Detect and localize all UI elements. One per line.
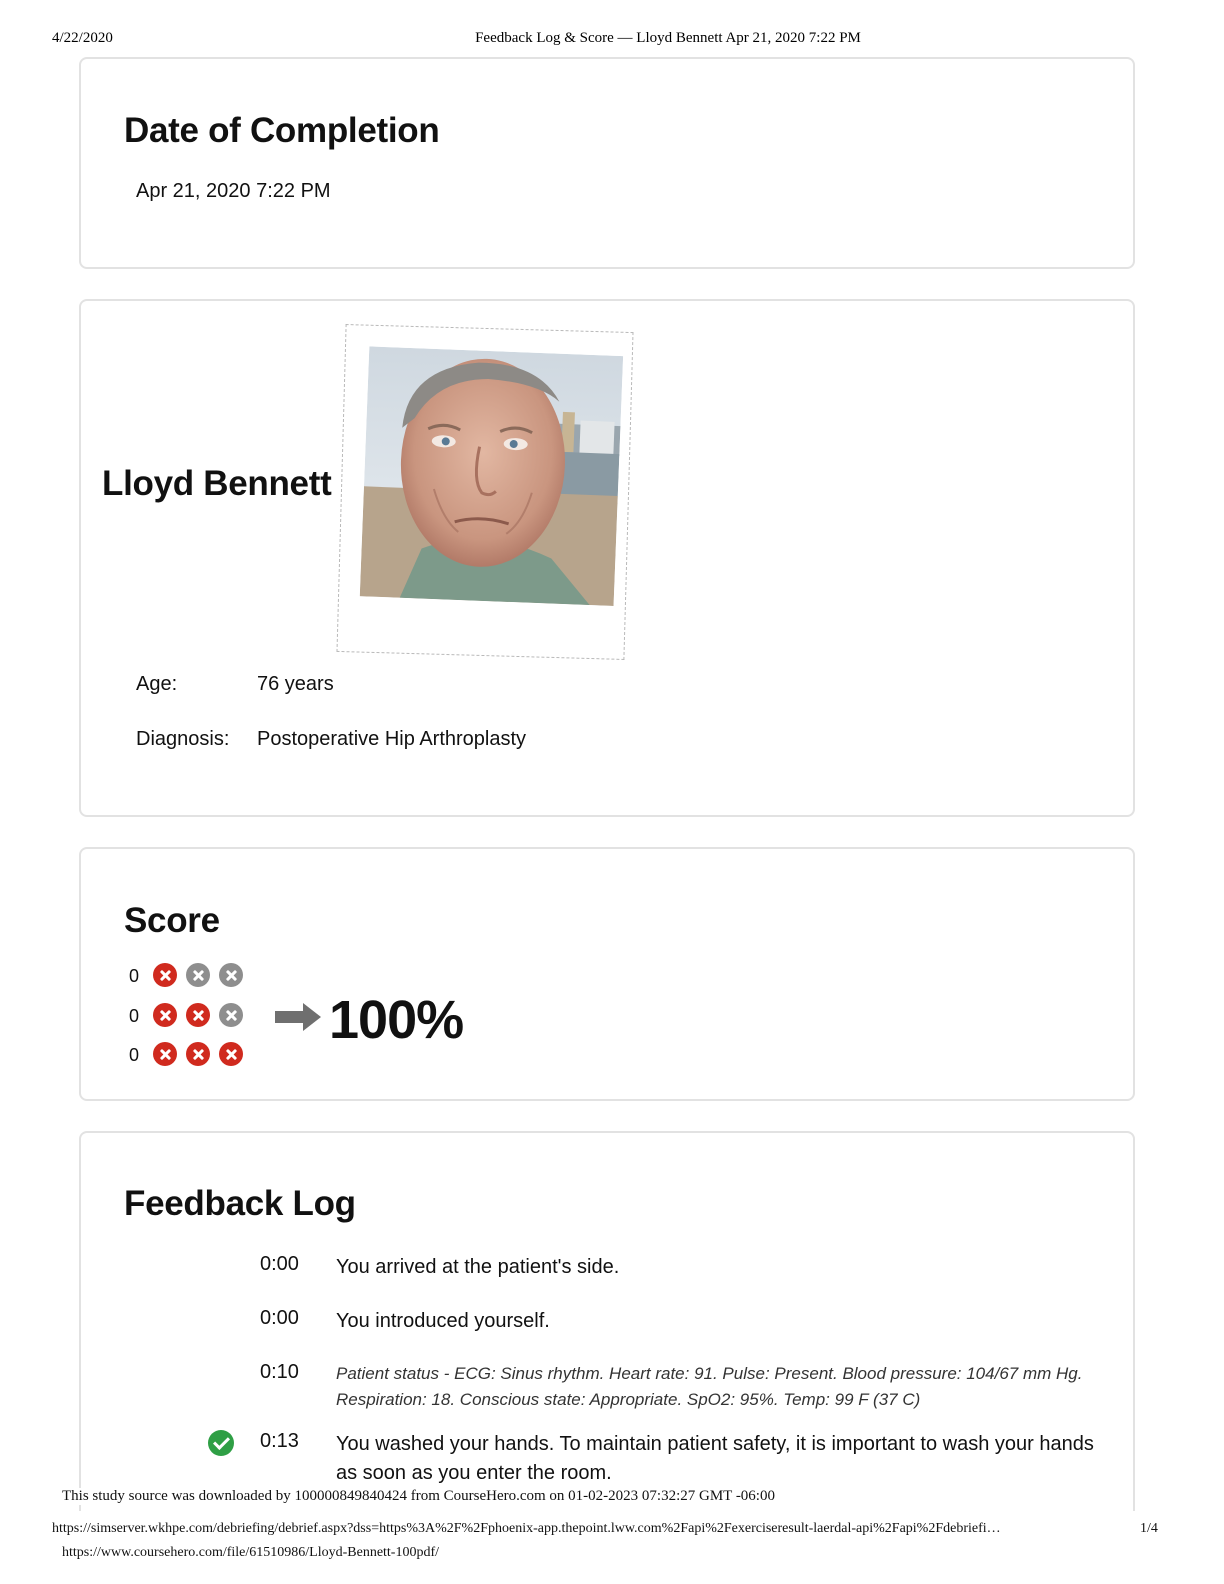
age-label: Age: — [136, 673, 178, 695]
arrow-right-icon — [275, 1002, 323, 1032]
completion-heading: Date of Completion — [124, 111, 440, 150]
print-title: Feedback Log & Score — Lloyd Bennett Apr 21, 2020 7:22 PM — [475, 30, 861, 46]
score-percent: 100% — [329, 990, 464, 1050]
patient-name: Lloyd Bennett — [102, 464, 332, 503]
log-time: 0:10 — [260, 1361, 299, 1383]
feedback-log-card — [79, 1131, 1135, 1511]
print-header — [0, 30, 1224, 50]
check-circle-icon — [208, 1430, 234, 1456]
red-x-icon — [153, 963, 177, 987]
patient-photo — [360, 346, 623, 606]
red-x-icon — [186, 1003, 210, 1027]
red-x-icon — [153, 1042, 177, 1066]
coursehero-url: https://www.coursehero.com/file/61510986/Lloyd-Bennett-100pdf/ — [62, 1545, 440, 1560]
log-message-status: Patient status - ECG: Sinus rhythm. Heart rate: 91. Pulse: Present. Blood pressure: 104/67 mm Hg. Respiration: 18. Conscious state: Appropriate. SpO2: 95%. Temp: 99 F (37 C) — [336, 1364, 1083, 1409]
feedback-log-heading: Feedback Log — [124, 1184, 356, 1223]
age-value: 76 years — [257, 673, 334, 695]
score-row-count: 0 — [129, 1045, 140, 1065]
score-card — [79, 847, 1135, 1101]
diagnosis-value: Postoperative Hip Arthroplasty — [257, 728, 527, 750]
log-time: 0:00 — [260, 1307, 299, 1329]
diagnosis-label: Diagnosis: — [136, 728, 230, 750]
log-message: You arrived at the patient's side. — [336, 1256, 620, 1278]
print-date: 4/22/2020 — [52, 30, 113, 46]
red-x-icon — [219, 1042, 243, 1066]
gray-x-icon — [219, 963, 243, 987]
red-x-icon — [186, 1042, 210, 1066]
score-row-count: 0 — [129, 966, 140, 986]
log-message: You introduced yourself. — [336, 1310, 550, 1332]
patient-card — [79, 299, 1135, 817]
gray-x-icon — [186, 963, 210, 987]
gray-x-icon — [219, 1003, 243, 1027]
log-time: 0:00 — [260, 1253, 299, 1275]
score-row-count: 0 — [129, 1006, 140, 1026]
log-message: You washed your hands. To maintain patient safety, it is important to wash your hands as soon as you enter the room. — [336, 1433, 1094, 1484]
score-heading: Score — [124, 901, 220, 940]
red-x-icon — [153, 1003, 177, 1027]
page-number: 1/4 — [1140, 1521, 1158, 1536]
source-note: This study source was downloaded by 100000849840424 from CourseHero.com on 01-02-2023 07:32:27 GMT -06:00 — [62, 1488, 781, 1505]
log-time: 0:13 — [260, 1430, 299, 1452]
completion-value: Apr 21, 2020 7:22 PM — [136, 180, 331, 202]
patient-photo-frame — [336, 324, 633, 660]
print-footer-url: https://simserver.wkhpe.com/debriefing/debrief.aspx?dss=https%3A%2F%2Fphoenix-app.thepoint.lww.com%2Fapi%2Fexerciseresult-laerdal-api%2Fapi%2Fdebriefi… — [52, 1521, 1001, 1536]
completion-card — [79, 57, 1135, 269]
